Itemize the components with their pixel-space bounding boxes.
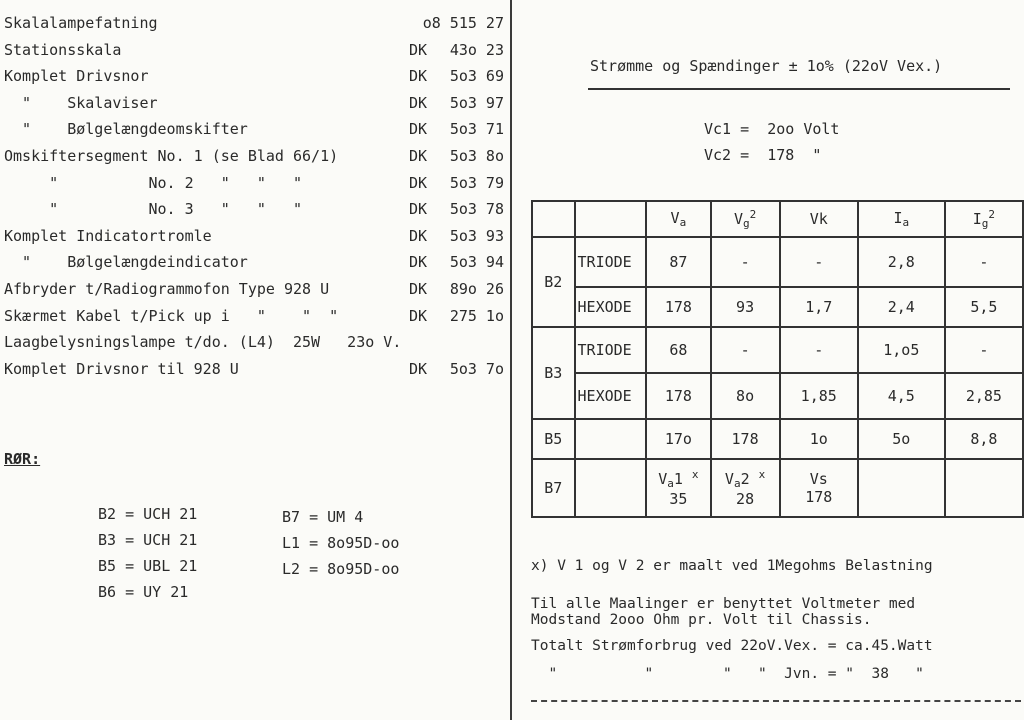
cell-va: 87	[646, 237, 710, 287]
table-row	[532, 419, 1023, 459]
part-description: Omskiftersegment No. 1 (se Blad 66/1)	[4, 146, 339, 165]
header-empty-2	[575, 201, 647, 237]
part-description: " No. 3 " " "	[4, 200, 303, 219]
part-code-prefix: DK	[409, 200, 428, 219]
cell-ig2: 5,5	[945, 287, 1023, 327]
part-number: 5o3 94	[449, 253, 504, 272]
part-number: 5o3 7o	[449, 359, 504, 378]
part-number: 5o3 97	[449, 93, 504, 112]
tubes-title: RØR:	[4, 450, 41, 468]
part-code-prefix: DK	[409, 67, 428, 86]
mode-label: TRIODE	[575, 327, 647, 373]
cell-vk: 1,85	[780, 373, 858, 419]
part-description: Afbryder t/Radiogrammofon Type 928 U	[4, 279, 330, 298]
row-label-b5: B5	[532, 419, 575, 459]
part-number: 5o3 93	[449, 226, 504, 245]
tube-b3: B3 = UCH 21	[98, 531, 198, 549]
tube-b6: B6 = UY 21	[98, 583, 189, 601]
cell-vg2: -	[711, 237, 780, 287]
part-row	[4, 200, 504, 227]
measurements-heading: Strømme og Spændinger ± 1o% (22oV Vex.)	[590, 57, 943, 75]
cell-vk: -	[780, 237, 858, 287]
part-description: " Bølgelængdeindicator	[4, 253, 248, 272]
part-number: 5o3 71	[449, 120, 504, 139]
cell-ia: 5o	[858, 419, 945, 459]
part-description: Komplet Indicatortromle	[4, 226, 212, 245]
row-label-b3: B3	[532, 327, 575, 419]
measurements-table	[531, 200, 1024, 518]
header-vg2: $V_g^2$	[711, 201, 780, 237]
cell-ig2: -	[945, 327, 1023, 373]
cell-empty	[575, 419, 647, 459]
note-dc-consumption: " " " " Jvn. = " 38 "	[531, 666, 924, 682]
part-row	[4, 333, 504, 360]
row-label-b7: B7	[532, 459, 575, 517]
tube-b5: B5 = UBL 21	[98, 557, 198, 575]
part-code-prefix: DK	[409, 40, 428, 59]
header-va: $V_a$	[646, 201, 710, 237]
part-description: " Skalaviser	[4, 93, 158, 112]
mode-label: TRIODE	[575, 237, 647, 287]
part-row	[4, 280, 504, 307]
part-description: " No. 2 " " "	[4, 173, 303, 192]
cell-va: 68	[646, 327, 710, 373]
cell-va: 17o	[646, 419, 710, 459]
cell-vs: Vs 178	[780, 459, 858, 517]
cell-vg2: 178	[711, 419, 780, 459]
vc2-value: Vc2 = 178 "	[704, 146, 822, 164]
parts-list	[4, 14, 504, 386]
table-row	[532, 287, 1023, 327]
note-footnote: x) V 1 og V 2 er maalt ved 1Megohms Belastning	[531, 558, 933, 574]
part-code-prefix: DK	[409, 226, 428, 245]
cell-va: 178	[646, 287, 710, 327]
part-description: Skærmet Kabel t/Pick up i " " "	[4, 306, 339, 325]
part-row	[4, 253, 504, 280]
part-row	[4, 307, 504, 334]
part-description: Komplet Drivsnor til 928 U	[4, 359, 239, 378]
table-row	[532, 327, 1023, 373]
cell-vg2: 8o	[711, 373, 780, 419]
cell-vg2: -	[711, 327, 780, 373]
part-row	[4, 147, 504, 174]
tube-b7: B7 = UM 4	[282, 508, 364, 526]
cell-ia: 4,5	[858, 373, 945, 419]
column-divider	[510, 0, 512, 720]
part-description: " Bølgelængdeomskifter	[4, 120, 248, 139]
note-resistance: Modstand 2ooo Ohm pr. Volt til Chassis.	[531, 612, 872, 628]
part-row	[4, 67, 504, 94]
cell-ig2: -	[945, 237, 1023, 287]
cell-ia: 2,8	[858, 237, 945, 287]
part-code-prefix: DK	[409, 253, 428, 272]
part-row	[4, 174, 504, 201]
part-description: Skalalampefatning	[4, 14, 158, 32]
cell-vk: 1,7	[780, 287, 858, 327]
cell-ia: 1,o5	[858, 327, 945, 373]
note-total-consumption: Totalt Strømforbrug ved 22oV.Vex. = ca.45.Watt	[531, 638, 933, 654]
cell-vk: 1o	[780, 419, 858, 459]
part-code-prefix: DK	[409, 173, 428, 192]
part-number: o8 515 27	[422, 14, 504, 32]
part-description: Komplet Drivsnor	[4, 67, 149, 86]
part-row	[4, 41, 504, 68]
cell-ia: 2,4	[858, 287, 945, 327]
cell-ig2: 8,8	[945, 419, 1023, 459]
cell-empty	[575, 459, 647, 517]
cell-empty	[945, 459, 1023, 517]
cell-vk: -	[780, 327, 858, 373]
part-number: 5o3 69	[449, 67, 504, 86]
part-row	[4, 120, 504, 147]
part-row	[4, 227, 504, 254]
part-row	[4, 94, 504, 121]
part-description: Laagbelysningslampe t/do. (L4) 25W 23o V.	[4, 333, 402, 352]
cell-vg2: 93	[711, 287, 780, 327]
cell-va: 178	[646, 373, 710, 419]
part-code-prefix: DK	[409, 359, 428, 378]
note-voltmeter: Til alle Maalinger er benyttet Voltmeter med	[531, 596, 916, 612]
mode-label: HEXODE	[575, 373, 647, 419]
tube-l1: L1 = 8o95D-oo	[282, 534, 400, 552]
part-code-prefix: DK	[409, 120, 428, 139]
table-row	[532, 459, 1023, 517]
cell-ig2: 2,85	[945, 373, 1023, 419]
part-number: 5o3 78	[449, 200, 504, 219]
tube-b2: B2 = UCH 21	[98, 505, 198, 523]
mode-label: HEXODE	[575, 287, 647, 327]
part-row	[4, 14, 504, 41]
part-number: 275 1o	[449, 306, 504, 325]
row-label-b2: B2	[532, 237, 575, 327]
part-number: 5o3 8o	[449, 146, 504, 165]
tube-l2: L2 = 8o95D-oo	[282, 560, 400, 578]
part-code-prefix: DK	[409, 93, 428, 112]
heading-underline	[588, 88, 1010, 90]
vc1-value: Vc1 = 2oo Volt	[704, 120, 840, 138]
part-code-prefix: DK	[409, 146, 428, 165]
header-vk: Vk	[780, 201, 858, 237]
cell-va2: $V_a2$ $^x$ 28	[711, 459, 780, 517]
header-empty-1	[532, 201, 575, 237]
part-code-prefix: DK	[409, 306, 428, 325]
part-number: 43o 23	[449, 40, 504, 59]
part-code-prefix: DK	[409, 279, 428, 298]
table-row	[532, 237, 1023, 287]
header-ia: $I_a$	[858, 201, 945, 237]
cell-empty	[858, 459, 945, 517]
header-ig2: $I_g^2$	[945, 201, 1023, 237]
cell-va1: $V_a1$ $^x$ 35	[646, 459, 710, 517]
part-row	[4, 360, 504, 387]
table-header-row	[532, 201, 1023, 237]
table-row	[532, 373, 1023, 419]
part-number: 89o 26	[449, 279, 504, 298]
part-number: 5o3 79	[449, 173, 504, 192]
part-description: Stationsskala	[4, 40, 122, 59]
dashed-rule	[531, 700, 1021, 702]
